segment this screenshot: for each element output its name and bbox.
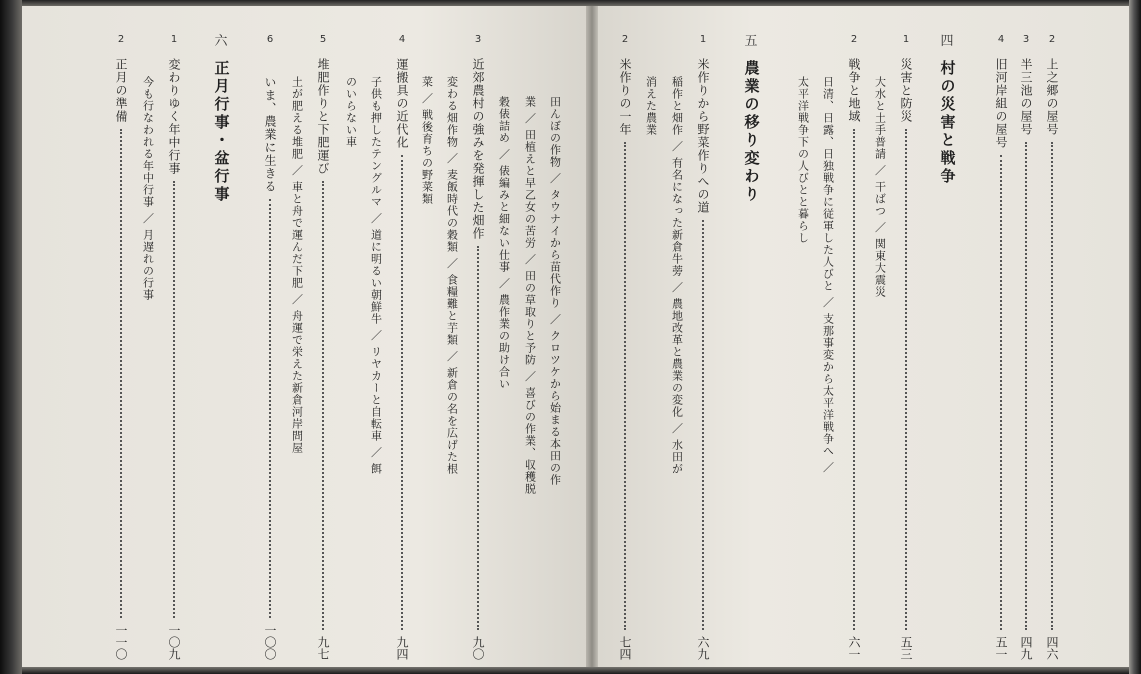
section-subtopics: 田んぼの作物 ／ タウナイから苗代作り ／ クロツケから始まる本田の作 xyxy=(548,96,562,486)
leader-dots xyxy=(702,220,705,630)
toc-sub-4-2a xyxy=(817,30,839,660)
toc-sub-5-1b xyxy=(640,30,662,660)
section-number: 1 xyxy=(699,34,707,45)
chapter-number: 六 xyxy=(214,34,228,49)
toc-sub-5-4b xyxy=(340,30,362,660)
toc-sub-6-1 xyxy=(137,30,159,660)
leader-dots xyxy=(1025,142,1028,630)
chapter-title: 正月行事・盆行事 xyxy=(212,60,231,204)
leader-dots xyxy=(905,129,908,630)
toc-entry-5-2[interactable] xyxy=(614,30,636,660)
section-subtopics: 子供も押したテングルマ ／ 道に明るい朝鮮牛 ／ リヤカーと自転車 ／ 餌 xyxy=(369,76,383,475)
chapter-title: 農業の移り変わり xyxy=(742,60,761,204)
page-number: 五一 xyxy=(994,636,1008,660)
toc-entry-5-1[interactable] xyxy=(692,30,714,660)
leader-dots xyxy=(853,129,856,630)
section-number: 6 xyxy=(266,34,274,45)
page-number: 四六 xyxy=(1045,636,1059,660)
section-subtopics-cont: 消えた農業 xyxy=(644,76,658,136)
page-number: 一〇九 xyxy=(167,624,181,660)
book-gutter xyxy=(586,6,598,667)
toc-sub-5-5 xyxy=(286,30,308,660)
left-edge xyxy=(0,0,22,674)
toc-sub-4-2b xyxy=(792,30,814,660)
section-subtopics: 稲作と畑作 ／ 有名になった新倉牛蒡 ／ 農地改革と農業の変化 ／ 水田が xyxy=(670,76,684,475)
leader-dots xyxy=(1051,142,1054,630)
section-title: 災害と防災 xyxy=(899,58,913,123)
leader-dots xyxy=(1000,155,1003,630)
page-number: 一一〇 xyxy=(114,624,128,660)
section-number: 4 xyxy=(997,34,1005,45)
section-number: 3 xyxy=(1022,34,1030,45)
leader-dots xyxy=(322,181,325,630)
leader-dots xyxy=(477,246,480,630)
toc-sub-5-3a xyxy=(441,30,463,660)
page-number: 五三 xyxy=(899,636,913,660)
section-subtopics: 今も行なわれる年中行事 ／ 月遅れの行事 xyxy=(141,76,155,301)
leader-dots xyxy=(173,181,176,618)
page-number: 九〇 xyxy=(471,636,485,660)
section-title: 変わりゆく年中行事 xyxy=(167,58,181,175)
section-subtopics-cont: 業 ／ 田植えと早乙女の苦労 ／ 田の草取りと予防 ／ 喜びの作業、収穫脱 xyxy=(523,96,537,495)
section-subtopics-cont: 菜 ／ 戦後育ちの野菜類 xyxy=(420,76,434,205)
leader-dots xyxy=(269,199,272,618)
toc-entry-3-4[interactable] xyxy=(990,30,1012,660)
page-number: 九四 xyxy=(395,636,409,660)
section-subtopics-cont: 太平洋戦争下の人びとと暮らし xyxy=(796,76,810,244)
section-title: 上之郷の屋号 xyxy=(1045,58,1059,136)
toc-entry-6-2[interactable] xyxy=(110,30,132,660)
section-number: 1 xyxy=(170,34,178,45)
page-number: 六九 xyxy=(696,636,710,660)
chapter-title: 村の災害と戦争 xyxy=(938,60,957,186)
toc-sub-4-1 xyxy=(869,30,891,660)
section-subtopics: 日清、日露、日独戦争に従軍した人びと ／ 支那事変から太平洋戦争へ ／ xyxy=(821,76,835,474)
toc-sub-5-4a xyxy=(365,30,387,660)
toc-sub-5-1a xyxy=(666,30,688,660)
section-title: 正月の準備 xyxy=(114,58,128,123)
toc-entry-5-6[interactable] xyxy=(259,30,281,660)
chapter-5-heading xyxy=(740,30,762,660)
chapter-6-heading xyxy=(210,30,232,660)
section-subtopics: 変わる畑作物 ／ 麦飯時代の穀類 ／ 食糧難と芋類 ／ 新倉の名を広げた根 xyxy=(445,76,459,475)
page-number: 七四 xyxy=(618,636,632,660)
section-number: 5 xyxy=(319,34,327,45)
section-subtopics: 大水と土手普請 ／ 干ばつ ／ 関東大震災 xyxy=(873,76,887,298)
toc-entry-6-1[interactable] xyxy=(163,30,185,660)
section-number: 1 xyxy=(902,34,910,45)
bottom-edge xyxy=(0,667,1141,674)
section-title: 米作りから野菜作りへの道 xyxy=(696,58,710,214)
section-number: 3 xyxy=(474,34,482,45)
toc-sub-5-2c xyxy=(493,30,515,660)
section-number: 2 xyxy=(1048,34,1056,45)
toc-sub-5-3b xyxy=(416,30,438,660)
page-number: 四九 xyxy=(1019,636,1033,660)
page-number: 九七 xyxy=(316,636,330,660)
leader-dots xyxy=(624,142,627,630)
leader-dots xyxy=(120,129,123,618)
toc-entry-5-3[interactable] xyxy=(467,30,489,660)
toc-entry-4-1[interactable] xyxy=(895,30,917,660)
section-title: 半三池の屋号 xyxy=(1019,58,1033,136)
section-title: 堆肥作りと下肥運び xyxy=(316,58,330,175)
section-number: 2 xyxy=(850,34,858,45)
toc-entry-3-3[interactable] xyxy=(1015,30,1037,660)
right-edge xyxy=(1129,0,1141,674)
section-subtopics-cont: 穀俵詰め ／ 俵編みと細ない仕事 ／ 農作業の助け合い xyxy=(497,96,511,390)
toc-sub-5-2b xyxy=(519,30,541,660)
section-number: 2 xyxy=(621,34,629,45)
section-title: 戦争と地域 xyxy=(847,58,861,123)
section-title: 旧河岸組の屋号 xyxy=(994,58,1008,149)
toc-entry-3-2[interactable] xyxy=(1041,30,1063,660)
page-number: 六一 xyxy=(847,636,861,660)
section-subtopics: 土が肥える堆肥 ／ 車と舟で運んだ下肥 ／ 舟運で栄えた新倉河岸問屋 xyxy=(290,76,304,454)
leader-dots xyxy=(401,155,404,630)
toc-entry-5-5[interactable] xyxy=(312,30,334,660)
section-title: 運搬具の近代化 xyxy=(395,58,409,149)
section-title: 米作りの一年 xyxy=(618,58,632,136)
section-title: いま、農業に生きる xyxy=(263,76,277,193)
toc-entry-4-2[interactable] xyxy=(843,30,865,660)
section-number: 4 xyxy=(398,34,406,45)
section-number: 2 xyxy=(117,34,125,45)
chapter-number: 五 xyxy=(744,34,758,49)
page-number: 一〇〇 xyxy=(263,624,277,660)
toc-sub-5-2a xyxy=(544,30,566,660)
section-title: 近郊農村の強みを発揮した畑作 xyxy=(471,58,485,240)
section-subtopics-cont: のいらない車 xyxy=(344,76,358,148)
chapter-4-heading xyxy=(936,30,958,660)
toc-entry-5-4[interactable] xyxy=(391,30,413,660)
chapter-number: 四 xyxy=(940,34,954,49)
